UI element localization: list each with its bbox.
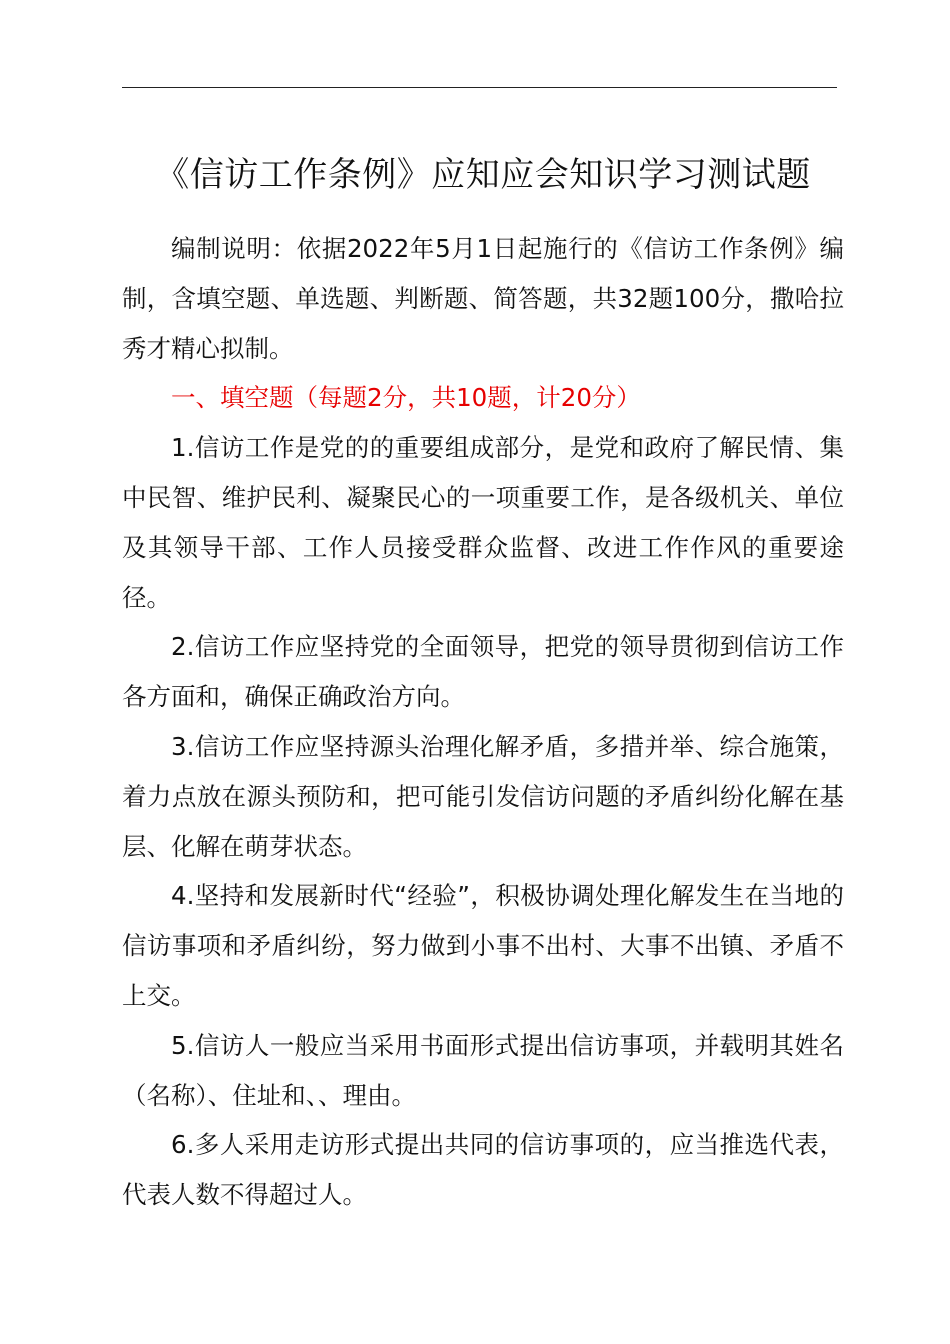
- section-heading-fill-in-blank: 一、填空题（每题2分，共10题，计20分）: [171, 383, 641, 413]
- header-rule: [122, 87, 837, 88]
- question-1: 1.信访工作是党的的重要组成部分，是党和政府了解民情、集中民智、维护民利、凝聚民心的一项重要工作，是各级机关、单位及其领导干部、工作人员接受群众监督、改进工作作风的重要途径。: [122, 433, 844, 612]
- question-4: 4.坚持和发展新时代“经验”，积极协调处理化解发生在当地的信访事项和矛盾纠纷，努力做到小事不出村、大事不出镇、矛盾不上交。: [122, 881, 844, 1010]
- question-2: 2.信访工作应坚持党的全面领导，把党的领导贯彻到信访工作各方面和，确保正确政治方向。: [122, 632, 844, 712]
- question-5: 5.信访人一般应当采用书面形式提出信访事项，并载明其姓名（名称）、住址和、、理由。: [122, 1030, 844, 1110]
- intro-paragraph: 编制说明：依据2022年5月1日起施行的《信访工作条例》编制，含填空题、单选题、判断题、简答题，共32题100分，撒哈拉秀才精心拟制。: [122, 234, 844, 363]
- question-3: 3.信访工作应坚持源头治理化解矛盾，多措并举、综合施策，着力点放在源头预防和，把可能引发信访问题的矛盾纠纷化解在基层、化解在萌芽状态。: [122, 731, 844, 861]
- document-title: 《信访工作条例》应知应会知识学习测试题: [155, 155, 811, 195]
- document-body: [122, 140, 844, 1220]
- question-6: 6.多人采用走访形式提出共同的信访事项的，应当推选代表，代表人数不得超过人。: [122, 1130, 844, 1210]
